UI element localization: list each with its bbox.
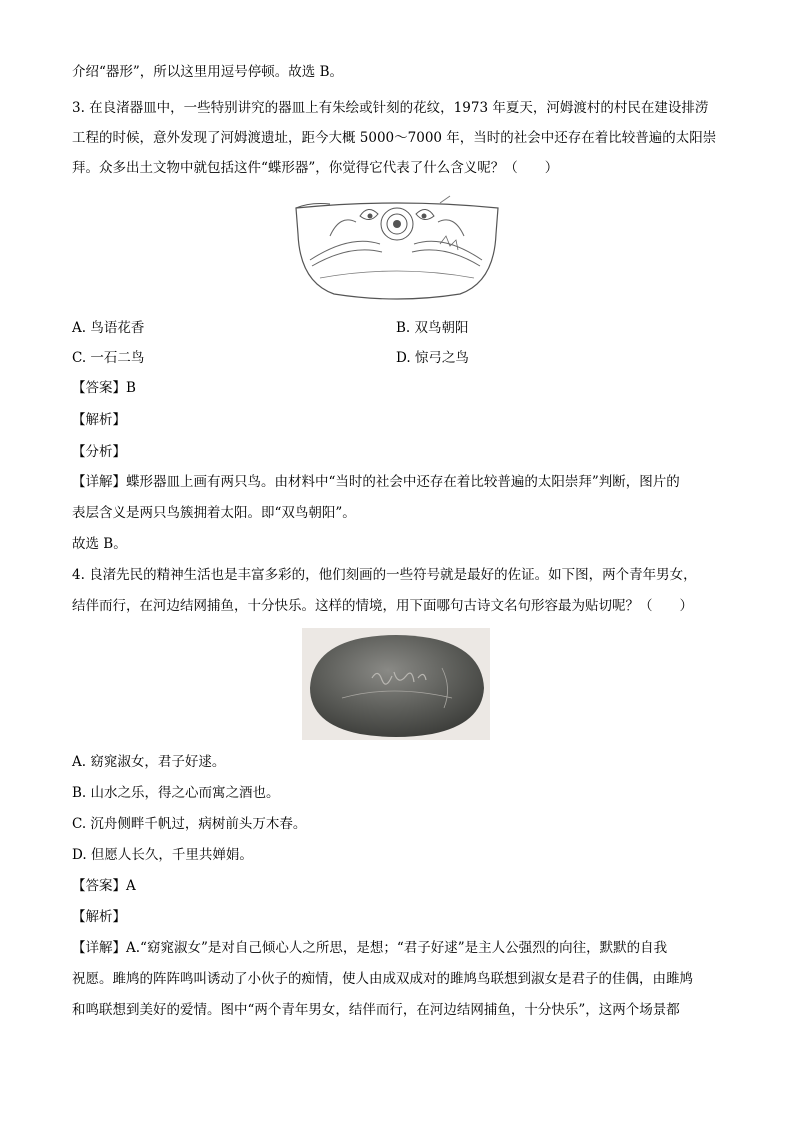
question-3-line-3: 拜。众多出土文物中就包括这件“蝶形器”，你觉得它代表了什么含义呢？（ ） xyxy=(72,160,559,176)
analysis-4-heading: 【解析】 xyxy=(72,909,126,925)
pottery-photo xyxy=(302,628,490,740)
q4-option-d: D. 但愿人长久，千里共婵娟。 xyxy=(72,847,253,863)
q3-option-d: D. 惊弓之鸟 xyxy=(396,350,469,366)
detail-4-line-2: 祝愿。雎鸠的阵阵鸣叫诱动了小伙子的痴情，使人由成双成对的雎鸠鸟联想到淑女是君子的佳偶，由雎鸠 xyxy=(72,971,693,987)
detail-4-line-1: 【详解】A.“窈窕淑女”是对自己倾心人之所思，是想；“君子好逑”是主人公强烈的向往，默默的自我 xyxy=(72,940,668,956)
q4-option-c: C. 沉舟侧畔千帆过，病树前头万木春。 xyxy=(72,816,307,832)
answer-3: 【答案】B xyxy=(72,380,136,396)
q4-option-b: B. 山水之乐，得之心而寓之酒也。 xyxy=(72,785,280,801)
detail-3-line-1: 【详解】蝶形器皿上画有两只鸟。由材料中“当时的社会中还存在着比较普遍的太阳崇拜”判断，图片的 xyxy=(72,474,680,490)
text-line: 介绍“器形”，所以这里用逗号停顿。故选 B。 xyxy=(72,64,344,80)
q4-option-a: A. 窈窕淑女，君子好逑。 xyxy=(72,754,226,770)
question-3-line-1: 3. 在良渚器皿中，一些特别讲究的器皿上有朱绘或针刻的花纹，1973 年夏天，河姆渡村的村民在建设排涝 xyxy=(72,100,709,116)
question-4-line-1: 4. 良渚先民的精神生活也是丰富多彩的，他们刻画的一些符号就是最好的佐证。如下图，两个青年男女， xyxy=(72,567,697,583)
q3-option-c: C. 一石二鸟 xyxy=(72,350,145,366)
question-4-line-2: 结伴而行，在河边结网捕鱼，十分快乐。这样的情境，用下面哪句古诗文名句形容最为贴切呢？（ ） xyxy=(72,598,693,614)
q3-option-b: B. 双鸟朝阳 xyxy=(396,320,469,336)
detail-3-line-2: 表层含义是两只鸟簇拥着太阳。即“双鸟朝阳”。 xyxy=(72,505,356,521)
fenxi-3-heading: 【分析】 xyxy=(72,444,126,460)
analysis-3-heading: 【解析】 xyxy=(72,412,126,428)
question-3-line-2: 工程的时候，意外发现了河姆渡遗址，距今大概 5000～7000 年，当时的社会中还存在着比较普遍的太阳崇 xyxy=(72,130,717,146)
q3-option-a: A. 鸟语花香 xyxy=(72,320,145,336)
detail-4-line-3: 和鸣联想到美好的爱情。图中“两个青年男女，结伴而行，在河边结网捕鱼，十分快乐”，这两个场景都 xyxy=(72,1002,680,1018)
answer-4: 【答案】A xyxy=(72,878,136,894)
choose-3: 故选 B。 xyxy=(72,536,127,552)
butterfly-vessel-image xyxy=(290,194,504,306)
